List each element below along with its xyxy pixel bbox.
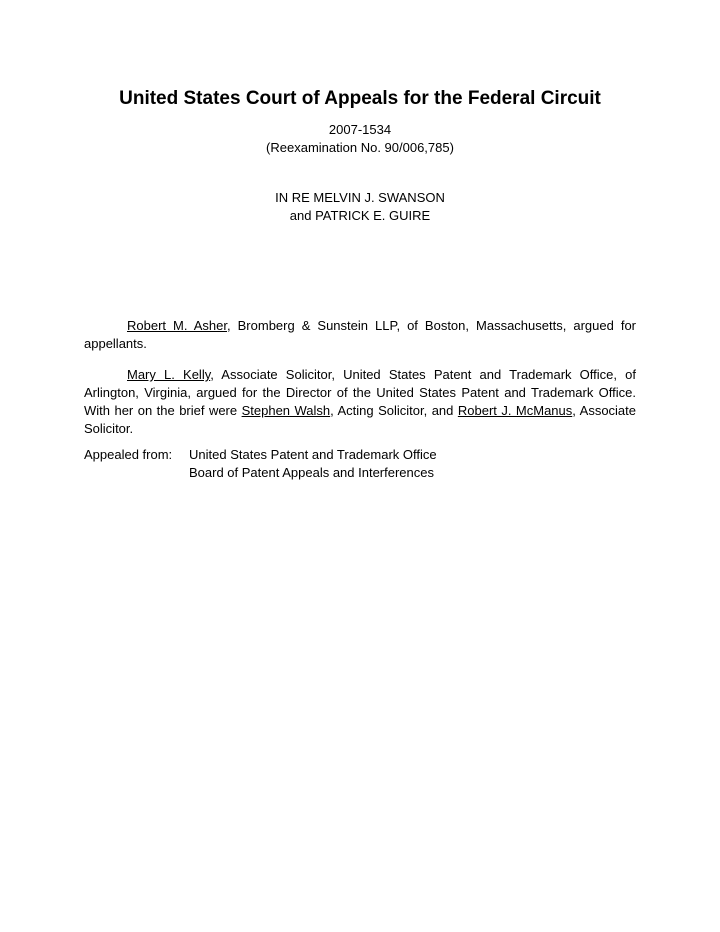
appellant-counsel-name: Robert M. Asher (127, 318, 228, 333)
appealed-from-agency: United States Patent and Trademark Office (189, 447, 437, 462)
director-counsel-text-3: , Associate Solicitor. (84, 403, 637, 436)
appealed-from-spacer (84, 464, 189, 482)
brief-counsel-name-1: Stephen Walsh (241, 403, 331, 418)
appealed-from-block (84, 446, 437, 482)
director-counsel-name: Mary L. Kelly (127, 367, 211, 382)
appealed-from-label: Appealed from: (84, 447, 173, 462)
party-line-2: and PATRICK E. GUIRE (289, 208, 431, 223)
brief-counsel-name-2: Robert J. McManus (457, 403, 573, 418)
docket-block (0, 121, 720, 157)
director-counsel-text-2: , Acting Solicitor, and (330, 403, 458, 418)
party-line-1: IN RE MELVIN J. SWANSON (275, 190, 445, 205)
director-counsel-text-1: , Associate Solicitor, United States Patent and Trademark Office, of Arlington, Virginia, argued for the Director of the United States Patent and Trademark Office. With her on the brief were (84, 367, 636, 418)
appellant-counsel-text: , Bromberg & Sunstein LLP, of Boston, Massachusetts, argued for appellants. (84, 318, 636, 351)
appellant-counsel-paragraph (84, 317, 636, 353)
case-caption (0, 189, 720, 225)
appealed-from-board: Board of Patent Appeals and Interferences (189, 465, 435, 480)
court-title: United States Court of Appeals for the Federal Circuit (119, 88, 601, 109)
director-counsel-paragraph (84, 366, 636, 438)
reexamination-number: (Reexamination No. 90/006,785) (266, 140, 454, 155)
appealed-from-row-1 (84, 446, 437, 464)
appealed-from-row-2 (84, 464, 437, 482)
docket-number: 2007-1534 (328, 122, 392, 137)
